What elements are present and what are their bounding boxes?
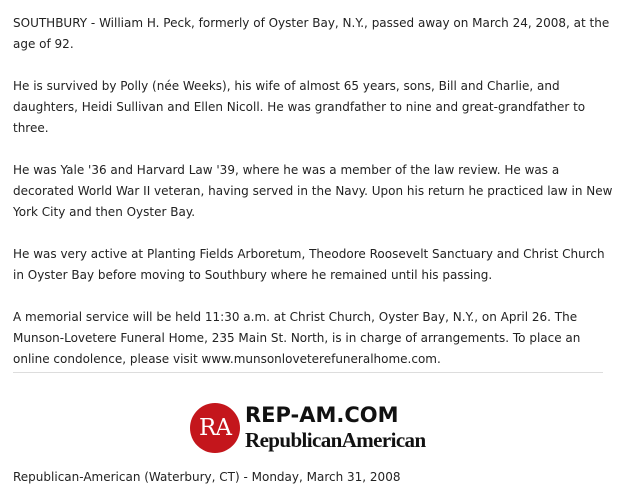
- logo-initials: RA: [199, 415, 231, 441]
- section-divider: [13, 372, 603, 373]
- logo-site-name: REP-AM.COM: [245, 403, 399, 427]
- obituary-article: [13, 13, 613, 391]
- source-line: Republican-American (Waterbury, CT) - Monday, March 31, 2008: [13, 470, 401, 484]
- paragraph-education-service: He was Yale '36 and Harvard Law '39, where he was a member of the law review. He was a decorated World War II veteran, having served in the Navy. Upon his return he practiced law in New York City and then Oyster Bay.: [13, 163, 613, 219]
- paragraph-memorial: A memorial service will be held 11:30 a.m. at Christ Church, Oyster Bay, N.Y., on April 26. The Munson-Lovetere Funeral Home, 235 Main St. North, is in charge of arrangements. To place an online condolence, please visit www.munsonloveterefuneralhome.com.: [13, 310, 581, 366]
- paragraph-announcement: SOUTHBURY - William H. Peck, formerly of Oyster Bay, N.Y., passed away on March 24, 2008, at the age of 92.: [13, 16, 610, 51]
- logo-wordmark: RepublicanAmerican: [245, 428, 426, 452]
- paragraph-survivors: He is survived by Polly (née Weeks), his wife of almost 65 years, sons, Bill and Charlie, and daughters, Heidi Sullivan and Ellen Nicoll. He was grandfather to nine and great-grandfather to three.: [13, 79, 586, 135]
- republican-american-logo: [190, 402, 430, 456]
- paragraph-community: He was very active at Planting Fields Arboretum, Theodore Roosevelt Sanctuary and Christ Church in Oyster Bay before moving to Southbury where he remained until his passing.: [13, 247, 605, 282]
